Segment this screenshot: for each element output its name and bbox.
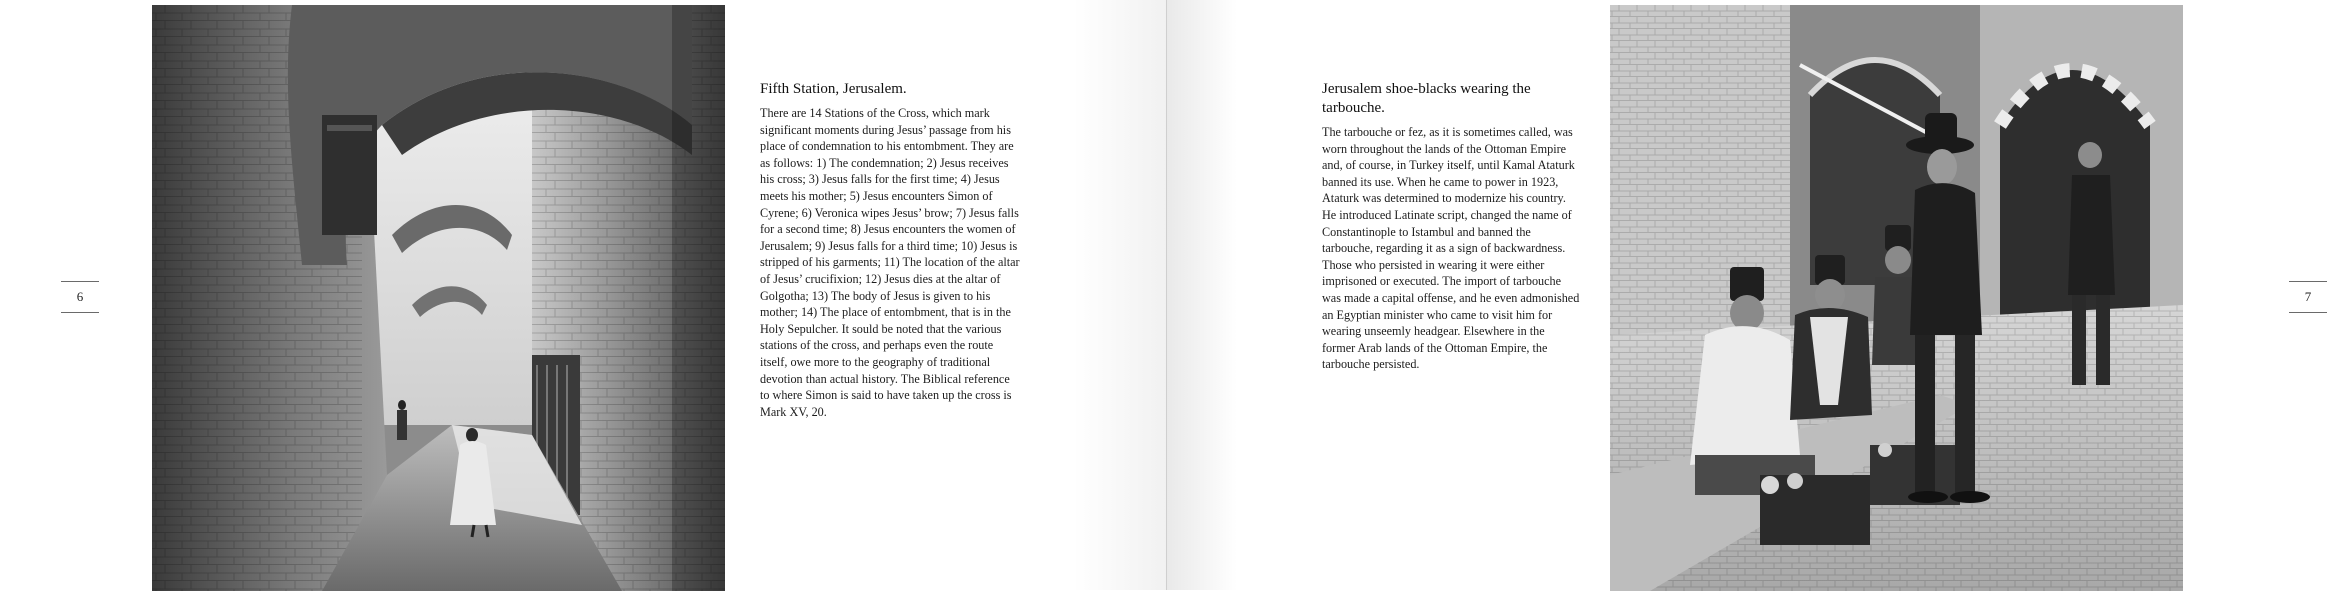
left-caption-title: Fifth Station, Jerusalem. <box>760 81 907 97</box>
left-page-folio <box>61 281 99 313</box>
right-page-number: 7 <box>2304 289 2312 304</box>
folio-rule-bottom <box>2289 312 2327 313</box>
right-caption-title: Jerusalem shoe-blacks wearing the tarbouche. <box>1322 81 1531 116</box>
left-page-number: 6 <box>76 289 84 304</box>
right-page <box>1167 0 2334 590</box>
via-dolorosa-photo <box>152 5 725 591</box>
shoe-blacks-photo <box>1610 5 2183 591</box>
shoe-blacks-illustration <box>1610 5 2183 591</box>
folio-rule-bottom <box>61 312 99 313</box>
left-page <box>0 0 1167 590</box>
left-caption <box>760 80 1022 420</box>
right-caption-body: The tarbouche or fez, as it is sometimes called, was worn throughout the lands of the Ottoman Empire and, of course, in Turkey itself, until Kamal Ataturk banned its use. When he came to power in 1923, Ataturk was determined to modernize his country. He introduced Latinate script, changed the name of Constantinople to Istambul and banned the tarbouche, regarding it as a sign of backwardness. Those who persisted in wearing it were either imprisoned or executed. The import of tarbouche was made a capital offense, and he even admonished an Egyptian minister who came to visit him for wearing unseemly headgear. Elsewhere in the former Arab lands of the Ottoman Empire, the tarbouche persisted. <box>1322 125 1580 372</box>
right-caption <box>1322 80 1580 373</box>
via-dolorosa-illustration <box>152 5 725 591</box>
right-page-folio <box>2289 281 2327 313</box>
left-caption-body: There are 14 Stations of the Cross, which mark significant moments during Jesus’ passage from his place of condemnation to his entombment. They are as follows: 1) The condemnation; 2) Jesus receives his cross; 3) Jesus falls for the first time; 4) Jesus meets his mother; 5) Jesus encounters Simon of Cyrene; 6) Veronica wipes Jesus’ brow; 7) Jesus falls for a second time; 8) Jesus encounters the women of Jerusalem; 9) Jesus falls for a third time; 10) Jesus is stripped of his garments; 11) The location of the altar of Jesus’ crucifixion; 12) Jesus dies at the altar of Golgotha; 13) The body of Jesus is given to his mother; 14) The place of entombment, that is in the Holy Sepulcher. It sould be noted that the various stations of the cross, and perhaps even the route itself, owe more to the geography of traditional devotion than actual history. The Biblical reference to where Simon is said to have taken up the cross is Mark XV, 20. <box>760 106 1020 419</box>
